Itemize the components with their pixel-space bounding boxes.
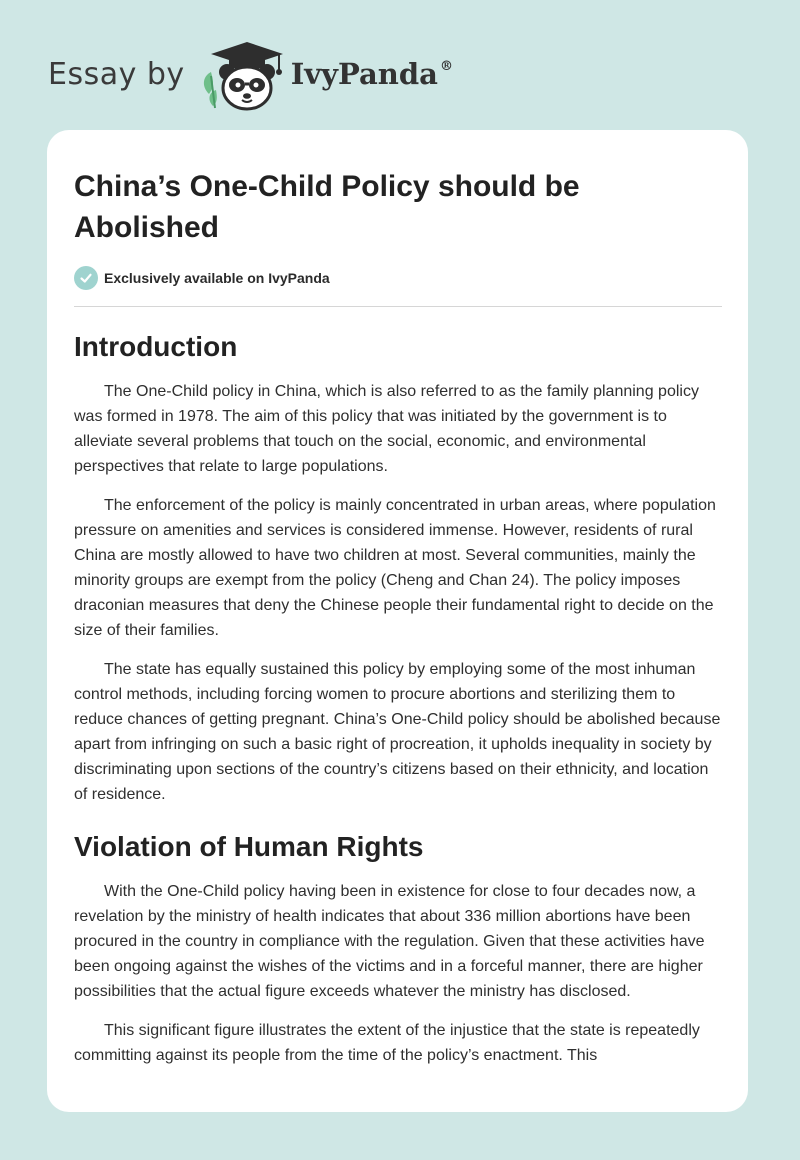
leaf-icon — [204, 72, 217, 108]
essay-card — [47, 130, 748, 1112]
paragraph: The enforcement of the policy is mainly concentrated in urban areas, where population pressure on amenities and services is considered immense. However, residents of rural China are mostly allowed to have two children at most. Several communities, mainly the minority groups are exempt from the policy (Cheng and Chan 24). The policy imposes draconian measures that deny the Chinese people their fundamental right to decide on the size of their families. — [74, 497, 716, 639]
exclusive-label: Exclusively available on IvyPanda — [104, 270, 330, 286]
paragraph: With the One-Child policy having been in existence for close to four decades now, a revelation by the ministry of health indicates that about 336 million abortions have been procured in the country in compliance with the regulation. Given that these activities have been ongoing against the wishes of the victims and in a forceful manner, there are higher possibilities that the actual figure exceeds whatever the ministry has disclosed. — [74, 883, 705, 1000]
brand-name — [291, 57, 453, 91]
paragraph: This significant figure illustrates the extent of the injustice that the state is repeatedly committing against its people from the time of the policy’s enactment. This — [74, 1022, 700, 1064]
paragraph: The One-Child policy in China, which is also referred to as the family planning policy was formed in 1978. The aim of this policy that was initiated by the government is to alleviate several problems that touch on the social, economic, and environmental perspectives that relate to large populations. — [74, 383, 699, 475]
paragraph: The state has equally sustained this policy by employing some of the most inhuman control methods, including forcing women to procure abortions and sterilizing them to reduce chances of getting pregnant. China’s One-Child policy should be abolished because apart from infringing on such a basic right of procreation, it upholds inequality in society by discriminating upon sections of the country’s citizens based on their ethnicity, and location of residence. — [74, 661, 721, 803]
section-introduction — [74, 329, 722, 807]
section-heading: Violation of Human Rights — [74, 831, 424, 862]
essay-by-label: Essay by — [48, 56, 185, 92]
checkmark-icon — [74, 266, 98, 290]
section-violation-of-human-rights — [74, 829, 722, 1068]
registered-mark: ® — [439, 59, 453, 74]
ivypanda-logo[interactable] — [199, 36, 453, 112]
exclusive-badge — [74, 266, 722, 307]
section-heading: Introduction — [74, 331, 238, 362]
essay-title: China’s One-Child Policy should be Abolished — [74, 170, 580, 244]
panda-mascot-icon — [199, 36, 285, 112]
site-header — [48, 34, 453, 114]
brand-text: IvyPanda — [290, 57, 438, 91]
